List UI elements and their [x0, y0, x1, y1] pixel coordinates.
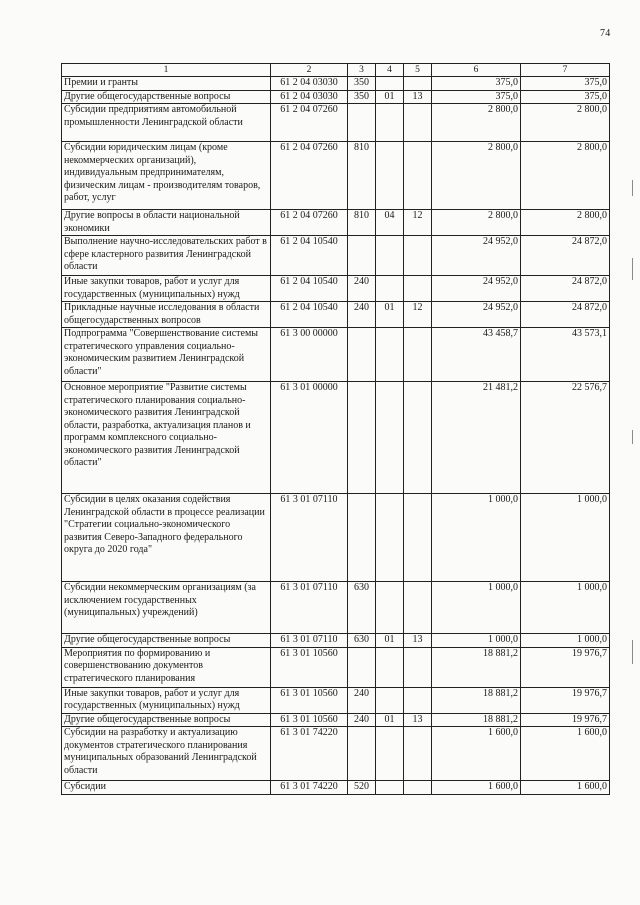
row-code-cell: 61 2 04 10540	[271, 302, 348, 328]
row-code-cell: 61 3 01 74220	[271, 727, 348, 781]
row-name-cell: Прикладные научные исследования в области общегосударственных вопросов	[62, 302, 271, 328]
row-amount-col7-cell: 1 600,0	[521, 727, 610, 781]
row-amount-col7-cell: 2 800,0	[521, 210, 610, 236]
row-rz-cell	[376, 647, 404, 687]
row-vr-cell: 240	[348, 687, 376, 713]
row-rz-cell: 01	[376, 634, 404, 648]
row-name-cell: Субсидии юридическим лицам (кроме некоммерческих организаций), индивидуальным предпринимателям, физическим лицам - производителям товаров, работ, услуг	[62, 142, 271, 210]
row-pr-cell: 13	[404, 713, 432, 727]
header-col-4: 4	[376, 64, 404, 77]
header-col-2: 2	[271, 64, 348, 77]
row-amount-col6-cell: 2 800,0	[432, 104, 521, 142]
row-pr-cell	[404, 582, 432, 634]
row-vr-cell	[348, 382, 376, 494]
header-row	[62, 64, 610, 77]
row-pr-cell	[404, 142, 432, 210]
row-amount-col7-cell: 22 576,7	[521, 382, 610, 494]
row-amount-col7-cell: 2 800,0	[521, 142, 610, 210]
table-row	[62, 634, 610, 648]
row-rz-cell	[376, 142, 404, 210]
row-code-cell: 61 2 04 07260	[271, 104, 348, 142]
row-vr-cell	[348, 104, 376, 142]
row-pr-cell	[404, 647, 432, 687]
row-vr-cell: 240	[348, 713, 376, 727]
row-vr-cell	[348, 727, 376, 781]
row-pr-cell	[404, 687, 432, 713]
row-pr-cell	[404, 781, 432, 795]
table-row	[62, 687, 610, 713]
row-vr-cell: 520	[348, 781, 376, 795]
row-name-cell: Другие общегосударственные вопросы	[62, 713, 271, 727]
header-col-5: 5	[404, 64, 432, 77]
row-name-cell: Субсидии в целях оказания содействия Ленинградской области в процессе реализации "Стратегии социально-экономического развития Северо-Западного федерального округа до 2020 года"	[62, 494, 271, 582]
row-rz-cell: 01	[376, 90, 404, 104]
row-name-cell: Иные закупки товаров, работ и услуг для государственных (муниципальных) нужд	[62, 687, 271, 713]
row-pr-cell	[404, 328, 432, 382]
row-code-cell: 61 2 04 07260	[271, 210, 348, 236]
row-amount-col6-cell: 1 000,0	[432, 494, 521, 582]
row-pr-cell	[404, 494, 432, 582]
row-pr-cell	[404, 104, 432, 142]
row-vr-cell: 350	[348, 90, 376, 104]
row-amount-col7-cell: 1 000,0	[521, 634, 610, 648]
row-name-cell: Выполнение научно-исследовательских работ в сфере кластерного развития Ленинградской области	[62, 236, 271, 276]
row-vr-cell	[348, 328, 376, 382]
row-amount-col6-cell: 24 952,0	[432, 302, 521, 328]
page-number: 74	[600, 28, 611, 39]
row-pr-cell	[404, 727, 432, 781]
row-vr-cell: 630	[348, 582, 376, 634]
row-amount-col7-cell: 24 872,0	[521, 236, 610, 276]
row-code-cell: 61 2 04 10540	[271, 236, 348, 276]
row-pr-cell	[404, 236, 432, 276]
header-col-1: 1	[62, 64, 271, 77]
row-name-cell: Иные закупки товаров, работ и услуг для государственных (муниципальных) нужд	[62, 276, 271, 302]
row-vr-cell: 350	[348, 77, 376, 91]
row-amount-col6-cell: 18 881,2	[432, 713, 521, 727]
row-rz-cell: 04	[376, 210, 404, 236]
row-rz-cell	[376, 781, 404, 795]
row-code-cell: 61 2 04 03030	[271, 77, 348, 91]
row-code-cell: 61 3 01 07110	[271, 494, 348, 582]
row-amount-col7-cell: 19 976,7	[521, 713, 610, 727]
row-code-cell: 61 3 01 00000	[271, 382, 348, 494]
row-amount-col7-cell: 1 600,0	[521, 781, 610, 795]
row-amount-col7-cell: 1 000,0	[521, 582, 610, 634]
table-row	[62, 210, 610, 236]
row-code-cell: 61 3 00 00000	[271, 328, 348, 382]
row-amount-col7-cell: 375,0	[521, 90, 610, 104]
table-row	[62, 77, 610, 91]
scan-edge-line	[632, 640, 633, 664]
scan-edge-line	[632, 180, 633, 196]
budget-table	[61, 63, 610, 795]
row-name-cell: Другие общегосударственные вопросы	[62, 634, 271, 648]
row-rz-cell	[376, 104, 404, 142]
row-amount-col6-cell: 43 458,7	[432, 328, 521, 382]
row-amount-col7-cell: 24 872,0	[521, 276, 610, 302]
table-row	[62, 276, 610, 302]
row-amount-col6-cell: 375,0	[432, 90, 521, 104]
row-rz-cell: 01	[376, 713, 404, 727]
row-name-cell: Субсидии	[62, 781, 271, 795]
row-rz-cell: 01	[376, 302, 404, 328]
row-pr-cell	[404, 77, 432, 91]
table-row	[62, 104, 610, 142]
row-vr-cell	[348, 494, 376, 582]
row-amount-col7-cell: 19 976,7	[521, 687, 610, 713]
row-name-cell: Основное мероприятие "Развитие системы стратегического планирования социально-экономического развития Ленинградской области, разработка, актуализация планов и программ комплексного социально-экономического развития Ленинградской области"	[62, 382, 271, 494]
row-name-cell: Премии и гранты	[62, 77, 271, 91]
row-vr-cell: 810	[348, 142, 376, 210]
row-rz-cell	[376, 328, 404, 382]
row-code-cell: 61 3 01 10560	[271, 647, 348, 687]
row-code-cell: 61 2 04 10540	[271, 276, 348, 302]
row-amount-col6-cell: 1 000,0	[432, 634, 521, 648]
row-amount-col6-cell: 2 800,0	[432, 210, 521, 236]
table-row	[62, 328, 610, 382]
header-col-6: 6	[432, 64, 521, 77]
row-rz-cell	[376, 494, 404, 582]
row-amount-col7-cell: 43 573,1	[521, 328, 610, 382]
table-row	[62, 236, 610, 276]
row-amount-col6-cell: 2 800,0	[432, 142, 521, 210]
row-code-cell: 61 2 04 03030	[271, 90, 348, 104]
row-amount-col6-cell: 21 481,2	[432, 382, 521, 494]
row-pr-cell	[404, 382, 432, 494]
row-rz-cell	[376, 727, 404, 781]
row-amount-col7-cell: 375,0	[521, 77, 610, 91]
row-vr-cell: 240	[348, 276, 376, 302]
row-amount-col6-cell: 1 000,0	[432, 582, 521, 634]
row-amount-col6-cell: 24 952,0	[432, 236, 521, 276]
row-name-cell: Другие вопросы в области национальной экономики	[62, 210, 271, 236]
row-vr-cell: 630	[348, 634, 376, 648]
table-row	[62, 494, 610, 582]
row-pr-cell	[404, 276, 432, 302]
scan-edge-line	[632, 430, 633, 444]
row-code-cell: 61 3 01 74220	[271, 781, 348, 795]
row-amount-col7-cell: 19 976,7	[521, 647, 610, 687]
row-code-cell: 61 3 01 10560	[271, 713, 348, 727]
row-vr-cell: 810	[348, 210, 376, 236]
table-row	[62, 302, 610, 328]
table-row	[62, 781, 610, 795]
row-pr-cell: 13	[404, 90, 432, 104]
row-rz-cell	[376, 382, 404, 494]
row-name-cell: Субсидии предприятиям автомобильной промышленности Ленинградской области	[62, 104, 271, 142]
row-amount-col6-cell: 375,0	[432, 77, 521, 91]
row-vr-cell: 240	[348, 302, 376, 328]
table-row	[62, 647, 610, 687]
row-amount-col6-cell: 24 952,0	[432, 276, 521, 302]
row-pr-cell: 13	[404, 634, 432, 648]
row-name-cell: Мероприятия по формированию и совершенствованию документов стратегического планирования	[62, 647, 271, 687]
row-amount-col7-cell: 2 800,0	[521, 104, 610, 142]
row-name-cell: Субсидии на разработку и актуализацию документов стратегического планирования муниципальных образований Ленинградской области	[62, 727, 271, 781]
row-code-cell: 61 2 04 07260	[271, 142, 348, 210]
row-name-cell: Другие общегосударственные вопросы	[62, 90, 271, 104]
row-rz-cell	[376, 582, 404, 634]
row-amount-col7-cell: 24 872,0	[521, 302, 610, 328]
row-name-cell: Субсидии некоммерческим организациям (за исключением государственных (муниципальных) учреждений)	[62, 582, 271, 634]
row-pr-cell: 12	[404, 210, 432, 236]
row-amount-col7-cell: 1 000,0	[521, 494, 610, 582]
row-amount-col6-cell: 1 600,0	[432, 781, 521, 795]
row-vr-cell	[348, 236, 376, 276]
row-rz-cell	[376, 276, 404, 302]
row-code-cell: 61 3 01 07110	[271, 634, 348, 648]
row-amount-col6-cell: 1 600,0	[432, 727, 521, 781]
table-row	[62, 713, 610, 727]
table-row	[62, 382, 610, 494]
table-row	[62, 727, 610, 781]
row-name-cell: Подпрограмма "Совершенствование системы стратегического управления социально-экономическим развитием Ленинградской области"	[62, 328, 271, 382]
header-col-3: 3	[348, 64, 376, 77]
row-code-cell: 61 3 01 07110	[271, 582, 348, 634]
row-pr-cell: 12	[404, 302, 432, 328]
row-amount-col6-cell: 18 881,2	[432, 687, 521, 713]
header-col-7: 7	[521, 64, 610, 77]
row-code-cell: 61 3 01 10560	[271, 687, 348, 713]
row-rz-cell	[376, 77, 404, 91]
table-row	[62, 142, 610, 210]
row-vr-cell	[348, 647, 376, 687]
row-amount-col6-cell: 18 881,2	[432, 647, 521, 687]
table-row	[62, 582, 610, 634]
row-rz-cell	[376, 236, 404, 276]
row-rz-cell	[376, 687, 404, 713]
table-row	[62, 90, 610, 104]
scan-edge-line	[632, 258, 633, 280]
